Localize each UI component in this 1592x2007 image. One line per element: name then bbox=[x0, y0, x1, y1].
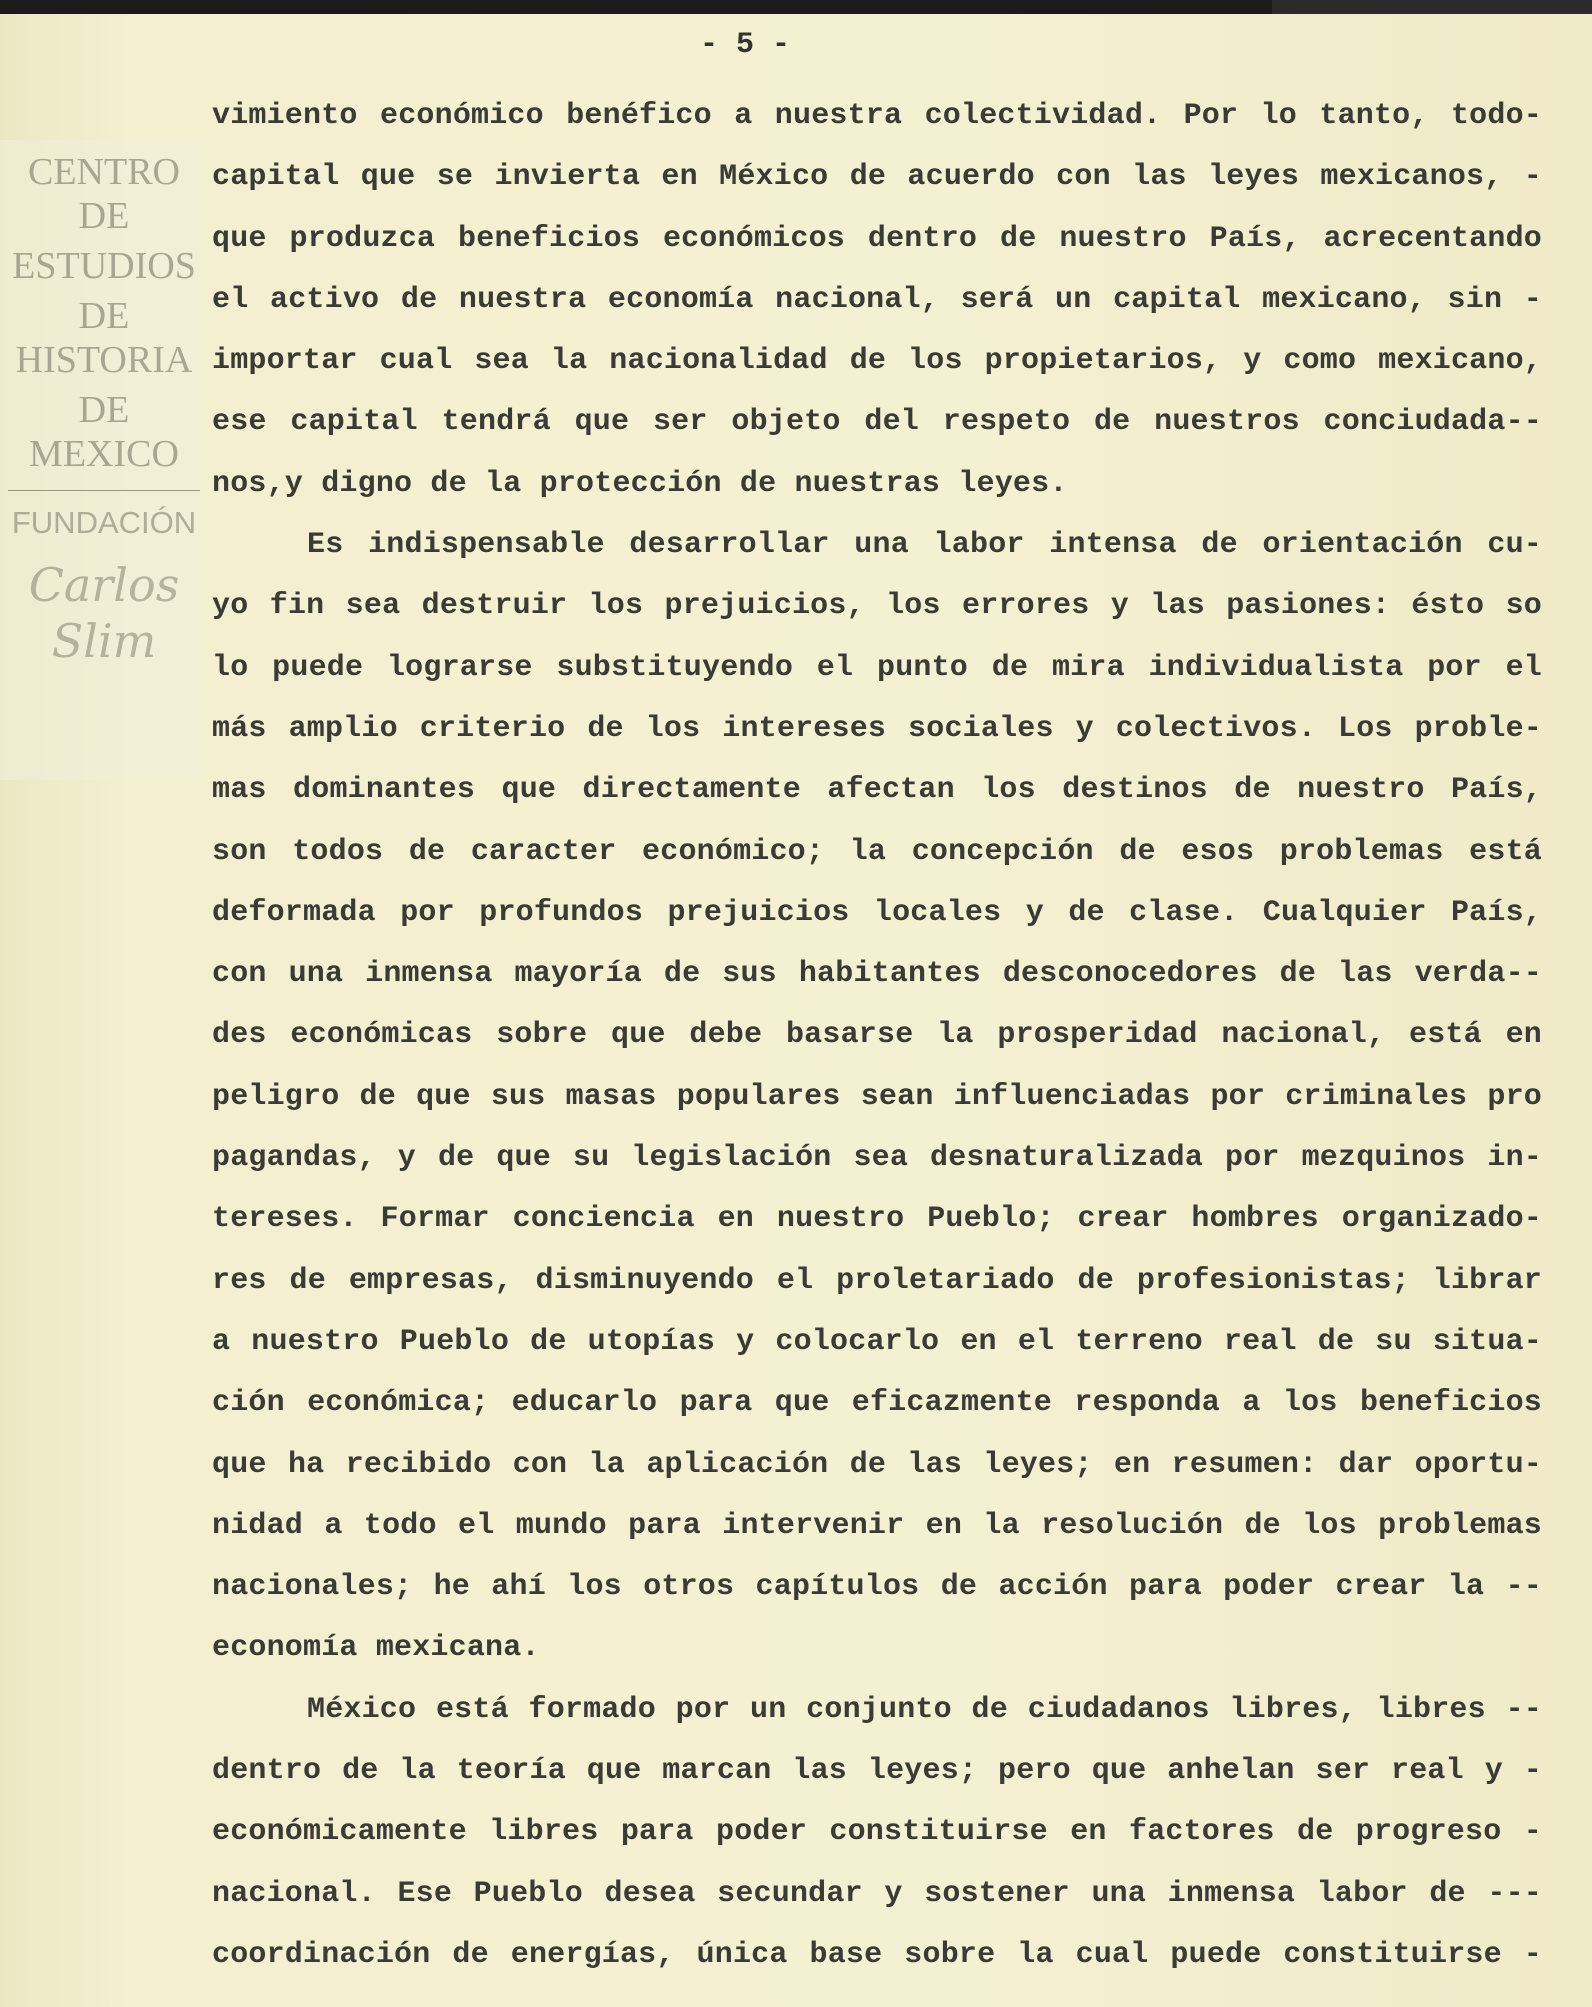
text-line: dentro de la teoría que marcan las leyes; pero que anhelan ser real y - bbox=[212, 1754, 1542, 1789]
text-line: pagandas, y de que su legislación sea desnaturalizada por mezquinos in- bbox=[212, 1141, 1542, 1176]
text-line: a nuestro Pueblo de utopías y colocarlo en el terreno real de su situa- bbox=[212, 1324, 1542, 1359]
watermark-line: CENTRO DE bbox=[28, 151, 180, 237]
text-line: res de empresas, disminuyendo el proletariado de profesionistas; librar bbox=[212, 1263, 1542, 1298]
text-line: peligro de que sus masas populares sean influenciadas por criminales pro bbox=[212, 1079, 1542, 1114]
text-line: más amplio criterio de los intereses sociales y colectivos. Los proble- bbox=[212, 711, 1542, 746]
text-line: coordinación de energías, única base sobre la cual puede constituirse - bbox=[212, 1937, 1542, 1972]
text-line: nacional. Ese Pueblo desea secundar y sostener una inmensa labor de --- bbox=[212, 1876, 1542, 1911]
page-number: - 5 - bbox=[700, 28, 791, 62]
text-line: que produzca beneficios económicos dentro de nuestro País, acrecentando bbox=[212, 221, 1542, 256]
text-line: económicamente libres para poder constituirse en factores de progreso - bbox=[212, 1815, 1542, 1850]
watermark-line: DE MEXICO bbox=[29, 389, 179, 475]
text-line: son todos de caracter económico; la concepción de esos problemas está bbox=[212, 834, 1542, 869]
text-line: ese capital tendrá que ser objeto del respeto de nuestros conciudada-- bbox=[212, 405, 1542, 440]
text-line: importar cual sea la nacionalidad de los propietarios, y como mexicano, bbox=[212, 344, 1542, 379]
scan-top-edge-dark bbox=[0, 0, 1272, 14]
watermark-foundation: FUNDACIÓN bbox=[11, 505, 197, 540]
text-line-paragraph-start: México está formado por un conjunto de ciudadanos libres, libres -- bbox=[307, 1692, 1542, 1727]
text-line-paragraph-start: Es indispensable desarrollar una labor intensa de orientación cu- bbox=[307, 528, 1542, 563]
watermark-line: ESTUDIOS bbox=[12, 245, 196, 287]
watermark-line: DE HISTORIA bbox=[15, 295, 193, 381]
text-line: lo puede lograrse substituyendo el punto de mira individualista por el bbox=[212, 650, 1542, 685]
text-line: des económicas sobre que debe basarse la prosperidad nacional, está en bbox=[212, 1018, 1542, 1053]
watermark-divider bbox=[8, 490, 200, 491]
watermark-signature: Carlos Slim bbox=[28, 558, 180, 668]
document-body bbox=[212, 86, 1542, 1986]
text-line: mas dominantes que directamente afectan los destinos de nuestro País, bbox=[212, 773, 1542, 808]
text-line: yo fin sea destruir los prejuicios, los errores y las pasiones: ésto so bbox=[212, 589, 1542, 624]
text-line: nos,y digno de la protección de nuestras leyes. bbox=[212, 466, 1068, 501]
text-line: nidad a todo el mundo para intervenir en la resolución de los problemas bbox=[212, 1508, 1542, 1543]
text-line: economía mexicana. bbox=[212, 1631, 540, 1666]
text-line: tereses. Formar conciencia en nuestro Pueblo; crear hombres organizado- bbox=[212, 1202, 1542, 1237]
watermark bbox=[8, 150, 200, 669]
text-line: nacionales; he ahí los otros capítulos de acción para poder crear la -- bbox=[212, 1570, 1542, 1605]
text-line: capital que se invierta en México de acuerdo con las leyes mexicanos, - bbox=[212, 160, 1542, 195]
text-line: deformada por profundos prejuicios locales y de clase. Cualquier País, bbox=[212, 895, 1542, 930]
scan-top-edge bbox=[0, 0, 1592, 14]
text-line: que ha recibido con la aplicación de las leyes; en resumen: dar oportu- bbox=[212, 1447, 1542, 1482]
text-line: ción económica; educarlo para que eficazmente responda a los beneficios bbox=[212, 1386, 1542, 1421]
text-line: vimiento económico benéfico a nuestra colectividad. Por lo tanto, todo- bbox=[212, 99, 1542, 133]
text-line: con una inmensa mayoría de sus habitantes desconocedores de las verda-- bbox=[212, 957, 1542, 992]
text-line: el activo de nuestra economía nacional, será un capital mexicano, sin - bbox=[212, 282, 1542, 317]
